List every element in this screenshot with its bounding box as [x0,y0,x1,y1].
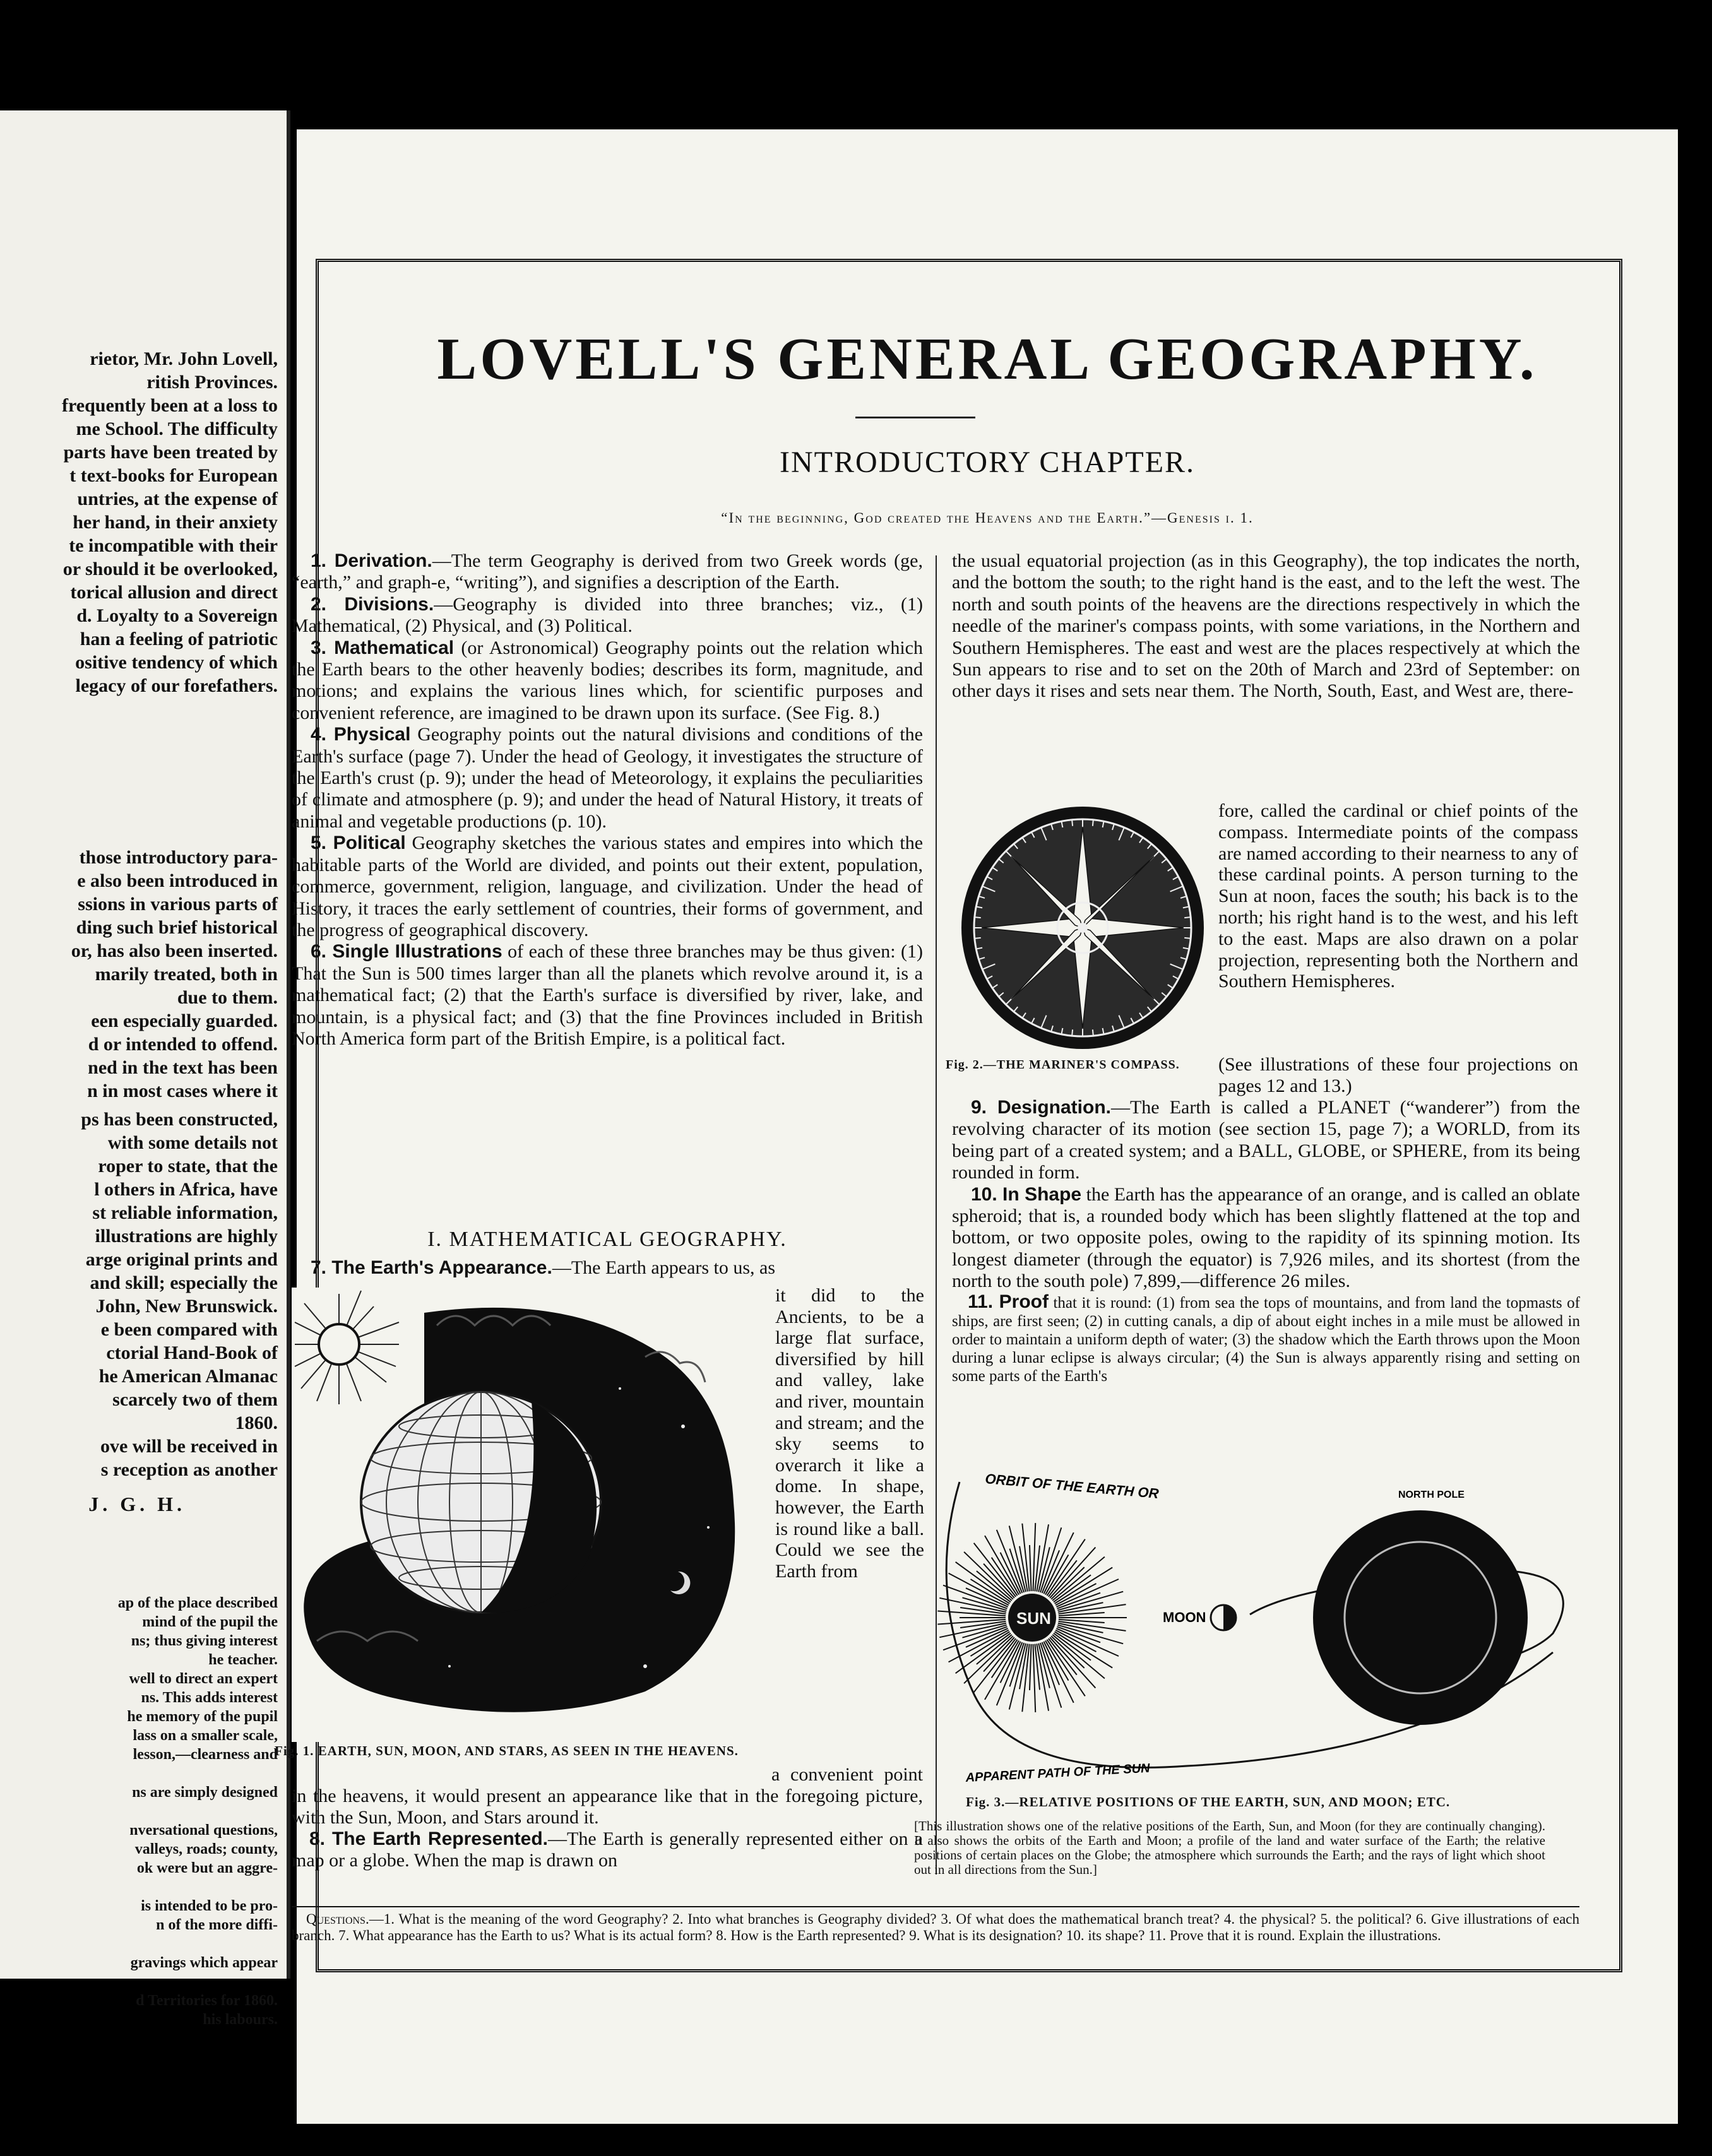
left-page-line: legacy of our forefathers. [75,675,278,696]
left-page-line: ctorial Hand-Book of [106,1342,278,1363]
left-page-line: roper to state, that the [98,1156,278,1176]
left-page-line: ns; thus giving interest [131,1633,278,1649]
left-page-line: he teacher. [208,1652,278,1668]
left-page-line: d Territories for 1860. [136,1993,278,2009]
section-7-tail-text [292,1764,923,1871]
chapter-heading: INTRODUCTORY CHAPTER. [779,446,1196,479]
left-page-signature: J. G. H. [88,1493,186,1515]
left-page-line: his labours. [203,2011,278,2028]
figure-1-caption: Fig. 1. EARTH, SUN, MOON, AND STARS, AS SEEN IN THE HEAVENS. [275,1743,739,1758]
left-page-line: d. Loyalty to a Sovereign [76,605,278,626]
left-page-line: he memory of the pupil [127,1709,278,1725]
section-5 [292,832,923,941]
left-page-line: scarcely two of them [112,1389,278,1410]
left-page-line: lesson,—clearness and [133,1746,278,1763]
left-page-line: lass on a smaller scale, [133,1727,278,1744]
left-page-line: st reliable information, [92,1202,278,1223]
left-page-line: l others in Africa, have [94,1179,278,1200]
section-6-text: of each of these three branches may be thus given: (1) That the Sun is 500 times larger than all the planets which revolve around it, is a mathematical fact; (2) that the Earth's surface is diversified by river, lake, and mountain, is a physical fact; and (3) that the fine Provinces included in British North America form part of the British Empire, is a political fact. [292,941,923,1049]
section-2-heading: 2. Divisions. [311,593,434,615]
section-7-lead-text: —The Earth appears to us, as [552,1257,776,1278]
section-10-heading: 10. In Shape [971,1183,1082,1205]
section-7-tail: a convenient point in the heavens, it would present an appearance like that in the foregoing picture, with the Sun, Moon, and Stars around it. [292,1764,923,1828]
left-page-line: with some details not [107,1132,278,1153]
left-page-line: ap of the place described [117,1595,278,1611]
section-3-text: (or Astronomical) Geography points out the relation which the Earth bears to the other heavenly bodies; describes its form, magnitude, and motions; and explains the various lines which, for scientific purposes and convenient reference, are imagined to be drawn upon its surface. (See Fig. 8.) [292,637,923,723]
section-4-text: Geography points out the natural divisions and conditions of the Earth's surface (page 7). Under the head of Geology, it investigates the structure of the Earth's crust (p. 9); under the head of Meteorology, it explains the peculiarities of climate and atmosphere (p. 9); and under the head of Natural History, it treats of animal and vegetable productions (p. 10). [292,724,923,832]
fig3-north-pole-label: NORTH POLE [1398,1490,1465,1500]
section-2-text: —Geography is divided into three branches; viz., (1) Mathematical, (2) Physical, and (3) Political. [292,593,923,637]
section-8-text: —The Earth is generally represented either on a map or a globe. When the map is drawn on [292,1828,923,1871]
section-10-text: the Earth has the appearance of an orange, and is called an oblate spheroid; that is, a rounded body which has been slightly flattened at the top and bottom, or two opposite poles, owing to the rapidity of its spinning motion. Its longest diameter (through the equator) is 7,926 miles, and its shortest (from the north to the south pole) 7,899,—difference 26 miles. [952,1183,1580,1292]
left-column [292,550,923,1050]
questions-text: —1. What is the meaning of the word Geography? 2. Into what branches is Geography divided? 3. Of what does the mathematical branch treat? 4. the physical? 5. the political? 6. Give illustrations of each branch. 7. What appearance has the Earth to us? What is its actual form? 8. How is the Earth represented? 9. What is its designation? 10. its shape? 11. Prove that it is round. Explain the illustrations. [292,1911,1579,1943]
left-page-line: ned in the text has been [88,1057,278,1078]
left-page-line: te incompatible with their [69,535,278,556]
fig3-sun-label: SUN [1016,1609,1051,1628]
section-5-heading: 5. Political [311,832,406,854]
section-6 [292,941,923,1050]
left-page-line: he American Almanac [98,1366,278,1387]
section-2 [292,594,923,637]
left-page-line: her hand, in their anxiety [73,512,278,533]
left-page-line: and skill; especially the [90,1272,278,1293]
left-page-line: han a feeling of patriotic [80,629,278,649]
section-11 [952,1293,1580,1385]
section-4 [292,724,923,832]
section-9 [952,1097,1580,1184]
section-9-heading: 9. Designation. [971,1097,1111,1118]
section-7-lead [311,1257,917,1279]
left-page-line: well to direct an expert [129,1671,278,1687]
left-page-line: ns. This adds interest [141,1690,278,1706]
left-page-line: ove will be received in [100,1436,278,1457]
left-page-line: ritish Provinces. [146,372,278,393]
left-page-line: arge original prints and [85,1249,278,1270]
fig3-moon-label: MOON [1163,1609,1206,1625]
section-1 [292,550,923,594]
left-page-line: ssions in various parts of [78,894,278,915]
left-page-line: or, has also been inserted. [71,940,278,961]
left-page-line: nversational questions, [129,1822,278,1839]
section-1-heading: 1. Derivation. [311,550,432,571]
section-7-heading: 7. The Earth's Appearance. [311,1257,552,1278]
section-8 [292,1828,923,1871]
right-column-top: the usual equatorial projection (as in this Geography), the top indicates the north, and the bottom the south; to the right hand is the east, and to the left the west. The north and south points of the heavens are the directions respectively in which the needle of the mariner's compass points, with some variations, in the Northern and Southern Hemispheres. The east and west are the places respectively at which the Sun appears to rise and to set on the 20th of March and 23rd of September: on other days it rises and sets near them. The North, South, East, and West are, there- [952,550,1580,702]
left-page-line: een especially guarded. [91,1010,278,1031]
left-page-line: s reception as another [100,1459,278,1480]
review-questions [292,1911,1579,1944]
left-page-line: 1860. [235,1413,278,1433]
left-page-line: those introductory para- [79,847,278,868]
title-rule [855,417,975,418]
left-page-line: parts have been treated by [63,442,278,463]
left-page-line: John, New Brunswick. [95,1296,278,1317]
section-11-heading: 11. Proof [968,1291,1049,1312]
section-3 [292,637,923,725]
section-9-text: —The Earth is called a PLANET (“wanderer”) from the revolving character of its motion (see section 15, page 7); a WORLD, from its being part of a created system; and a BALL, GLOBE, or SPHERE, from its being rounded in form. [952,1097,1580,1183]
fig1-sun [319,1324,359,1365]
right-column-sections-9-11 [952,1097,1580,1385]
left-page-line: gravings which appear [130,1955,278,1971]
left-page-line: d or intended to offend. [88,1034,278,1055]
section-5-text: Geography sketches the various states and empires into which the habitable parts of the World are divided, and points out their extent, population, commerce, government, religion, language, and civilization. Under the head of History, it traces the early settlement of countries, their forms of government, and the progress of geographical discovery. [292,832,924,940]
fig3-path-label: APPARENT PATH OF THE SUN [965,1761,1151,1785]
questions-rule [292,1906,1579,1907]
section-7-narrow-text: it did to the Ancients, to be a large flat surface, diversified by hill and valley, lake and river, mountain and stream; and the sky seems to overarch it like a dome. In shape, however, the Earth is round like a ball. Could we see the Earth from [775,1285,924,1582]
fig3-orbit-label: ORBIT OF THE EARTH OR [984,1471,1160,1502]
left-page-line: ns are simply designed [132,1784,278,1801]
figure-3-earth-sun-moon-positions [922,1463,1578,1791]
left-page-line: due to them. [177,987,278,1008]
section-8-heading: 8. The Earth Represented. [309,1828,548,1849]
right-column-wrap-text-b: (See illustrations of these four projections on pages 12 and 13.) [1218,1054,1578,1096]
right-column-wrap-text: fore, called the cardinal or chief points of the compass. Intermediate points of the compass are named according to their nearness to any of these cardinal points. A person turning to the Sun at noon, faces the south; his back is to the north; his right hand is to the west, and his left to the east. Maps are also drawn on a polar projection, representing both the Northern and Southern Hemispheres. [1218,800,1578,992]
left-page-line: mind of the pupil the [142,1614,278,1630]
left-page-line: frequently been at a loss to [62,395,278,416]
left-page-line: rietor, Mr. John Lovell, [90,348,278,369]
left-page-line: marily treated, both in [95,964,278,985]
epigraph: “In the beginning, God created the Heavens and the Earth.”—Genesis i. 1. [721,510,1254,526]
left-page-line: is intended to be pro- [141,1898,278,1914]
left-page-line: me School. The difficulty [76,418,278,439]
left-page-line: ding such brief historical [76,917,278,938]
left-page-line: n in most cases where it [87,1081,278,1101]
section-10 [952,1184,1580,1293]
questions-label: Questions. [306,1911,369,1927]
left-page-line: n of the more diffi- [156,1917,278,1933]
left-page-line: ositive tendency of which [75,652,278,673]
left-page-line: valleys, roads; county, [134,1841,278,1857]
left-page-line: ok were but an aggre- [136,1860,278,1876]
page-title: LOVELL'S GENERAL GEOGRAPHY. [437,326,1538,392]
left-page-line: e been compared with [100,1319,278,1340]
figure-3-note: [This illustration shows one of the relative positions of the Earth, Sun, and Moon (for they are continually changing). It also shows the orbits of the Earth and Moon; a profile of the land and water surface of the Earth; the relative positions of certain places on the Globe; the atmosphere which surrounds the Earth; and the rays of light which shoot out in all directions from the Sun.] [914,1818,1545,1877]
section-1-text: —The term Geography is derived from two Greek words (ge, “earth,” and graph-e, “writing”), and signifies a description of the Earth. [292,550,923,593]
figure-3-caption: Fig. 3.—RELATIVE POSITIONS OF THE EARTH, SUN, AND MOON; ETC. [966,1794,1451,1810]
left-page-line: t text-books for European [69,465,278,486]
left-page-line: illustrations are highly [95,1226,278,1247]
section-4-heading: 4. Physical [311,724,411,745]
left-page-line: e also been introduced in [77,870,278,891]
figure-2-mariners-compass [956,802,1209,1054]
section-heading-mathematical-geography: I. MATHEMATICAL GEOGRAPHY. [427,1228,787,1251]
left-page-line: torical allusion and direct [70,582,278,603]
left-page-line: ps has been constructed, [81,1109,278,1130]
section-11-text: that it is round: (1) from sea the tops of mountains, and from land the topmasts of ships, are first seen; (2) in cutting canals, a dip of about eight inches in a mile must be allowed in order to maintain a uniform depth of water; (3) the shadow which the Earth throws upon the Moon during a lunar eclipse is always circular; (4) the Sun is always apparently rising and setting on some parts of the Earth's [952,1294,1580,1385]
left-page-line: untries, at the expense of [77,489,278,509]
section-6-heading: 6. Single Illustrations [311,941,502,962]
section-3-heading: 3. Mathematical [311,637,455,658]
figure-2-caption: Fig. 2.—THE MARINER'S COMPASS. [946,1058,1180,1072]
figure-1-earth-sun-moon-illustration [292,1288,771,1742]
left-page-line: or should it be overlooked, [62,559,278,579]
